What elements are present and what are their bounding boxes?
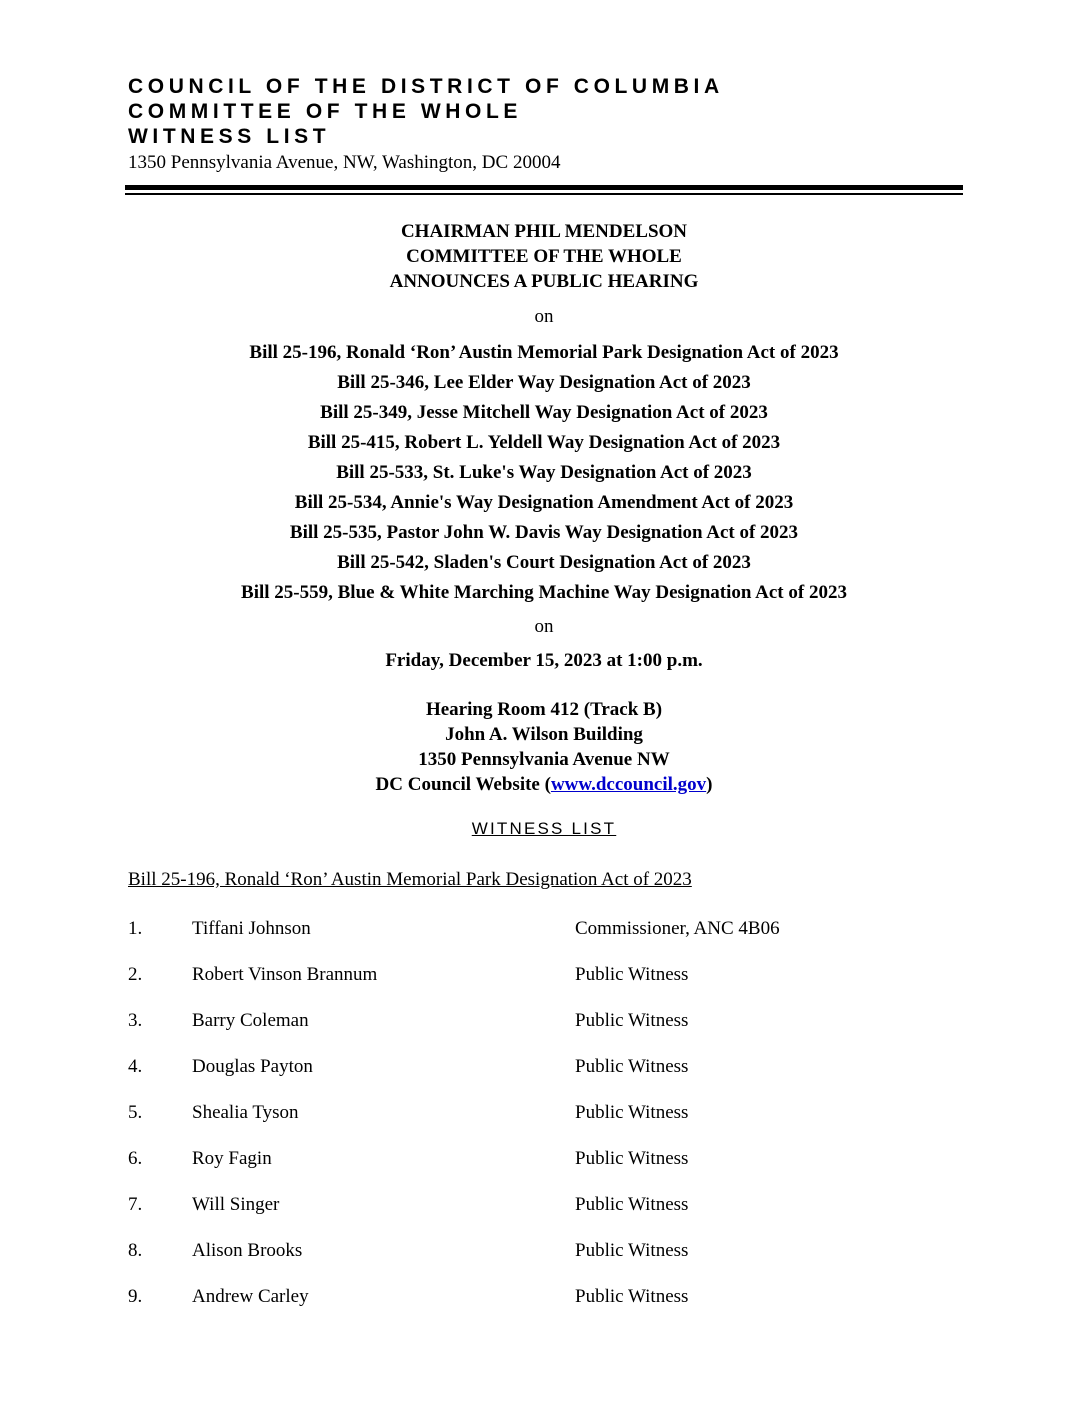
witness-name: Andrew Carley xyxy=(192,1286,309,1307)
bill-item: Bill 25-535, Pastor John W. Davis Way Designation Act of 2023 xyxy=(289,522,799,543)
witness-affiliation: Public Witness xyxy=(575,964,689,985)
witness-affiliation: Public Witness xyxy=(575,1148,689,1169)
witness-row xyxy=(128,1192,928,1238)
witness-number: 5. xyxy=(128,1102,143,1123)
announcement-block xyxy=(0,219,1088,294)
witness-affiliation: Commissioner, ANC 4B06 xyxy=(575,918,780,939)
witness-name: Tiffani Johnson xyxy=(192,918,311,939)
witness-row xyxy=(128,1284,928,1330)
witness-number: 2. xyxy=(128,964,143,985)
witness-number: 3. xyxy=(128,1010,143,1031)
witness-number: 4. xyxy=(128,1056,143,1077)
bill-list xyxy=(0,338,1088,608)
venue-address: 1350 Pennsylvania Avenue NW xyxy=(418,749,670,770)
witness-affiliation: Public Witness xyxy=(575,1240,689,1261)
letterhead-doc-type: WITNESS LIST xyxy=(128,125,331,148)
letterhead-address: 1350 Pennsylvania Avenue, NW, Washington, DC 20004 xyxy=(128,152,561,173)
announcement-chairman: CHAIRMAN PHIL MENDELSON xyxy=(400,221,688,242)
witness-number: 7. xyxy=(128,1194,143,1215)
header-divider-thick xyxy=(125,185,963,190)
witness-row xyxy=(128,1238,928,1284)
witness-name: Shealia Tyson xyxy=(192,1102,299,1123)
website-prefix: DC Council Website ( xyxy=(375,774,551,795)
witness-name: Barry Coleman xyxy=(192,1010,309,1031)
bill-item: Bill 25-559, Blue & White Marching Machine Way Designation Act of 2023 xyxy=(241,582,847,603)
venue-room: Hearing Room 412 (Track B) xyxy=(425,699,663,720)
bill-item: Bill 25-415, Robert L. Yeldell Way Designation Act of 2023 xyxy=(307,432,781,453)
witness-row xyxy=(128,1054,928,1100)
witness-affiliation: Public Witness xyxy=(575,1194,689,1215)
witness-affiliation: Public Witness xyxy=(575,1010,689,1031)
venue-website xyxy=(0,772,1088,797)
announcement-committee: COMMITTEE OF THE WHOLE xyxy=(406,246,682,267)
hearing-datetime: Friday, December 15, 2023 at 1:00 p.m. xyxy=(385,650,703,671)
witness-row xyxy=(128,1146,928,1192)
witness-row xyxy=(128,962,928,1008)
witness-row xyxy=(128,916,928,962)
witness-number: 9. xyxy=(128,1286,143,1307)
bill-item: Bill 25-196, Ronald ‘Ron’ Austin Memorial Park Designation Act of 2023 xyxy=(249,342,839,363)
letterhead xyxy=(128,74,724,176)
witness-affiliation: Public Witness xyxy=(575,1286,689,1307)
witness-name: Douglas Payton xyxy=(192,1056,313,1077)
witness-list-heading: WITNESS LIST xyxy=(471,819,617,838)
witness-name: Alison Brooks xyxy=(192,1240,303,1261)
on-connector-1: on xyxy=(534,306,554,327)
witness-affiliation: Public Witness xyxy=(575,1056,689,1077)
witness-affiliation: Public Witness xyxy=(575,1102,689,1123)
header-divider-thin xyxy=(125,193,963,195)
witness-number: 8. xyxy=(128,1240,143,1261)
bill-item: Bill 25-534, Annie's Way Designation Amendment Act of 2023 xyxy=(294,492,794,513)
letterhead-council: COUNCIL OF THE DISTRICT OF COLUMBIA xyxy=(128,75,724,98)
witness-table xyxy=(128,916,928,1330)
witness-name: Roy Fagin xyxy=(192,1148,272,1169)
bill-item: Bill 25-349, Jesse Mitchell Way Designation Act of 2023 xyxy=(320,402,768,423)
letterhead-committee: COMMITTEE OF THE WHOLE xyxy=(128,100,523,123)
announcement-hearing: ANNOUNCES A PUBLIC HEARING xyxy=(389,271,699,292)
witness-row xyxy=(128,1100,928,1146)
bill-item: Bill 25-346, Lee Elder Way Designation Act of 2023 xyxy=(337,372,751,393)
website-link[interactable]: www.dccouncil.gov xyxy=(550,774,707,795)
witness-row xyxy=(128,1008,928,1054)
bill-item: Bill 25-533, St. Luke's Way Designation Act of 2023 xyxy=(336,462,752,483)
witness-bill-title: Bill 25-196, Ronald ‘Ron’ Austin Memorial Park Designation Act of 2023 xyxy=(128,869,692,890)
witness-name: Robert Vinson Brannum xyxy=(192,964,378,985)
witness-name: Will Singer xyxy=(192,1194,280,1215)
witness-number: 1. xyxy=(128,918,143,939)
bill-item: Bill 25-542, Sladen's Court Designation Act of 2023 xyxy=(337,552,751,573)
venue-building: John A. Wilson Building xyxy=(445,724,643,745)
website-suffix: ) xyxy=(706,774,713,795)
venue-block xyxy=(0,697,1088,797)
on-connector-2: on xyxy=(534,616,554,637)
witness-number: 6. xyxy=(128,1148,143,1169)
